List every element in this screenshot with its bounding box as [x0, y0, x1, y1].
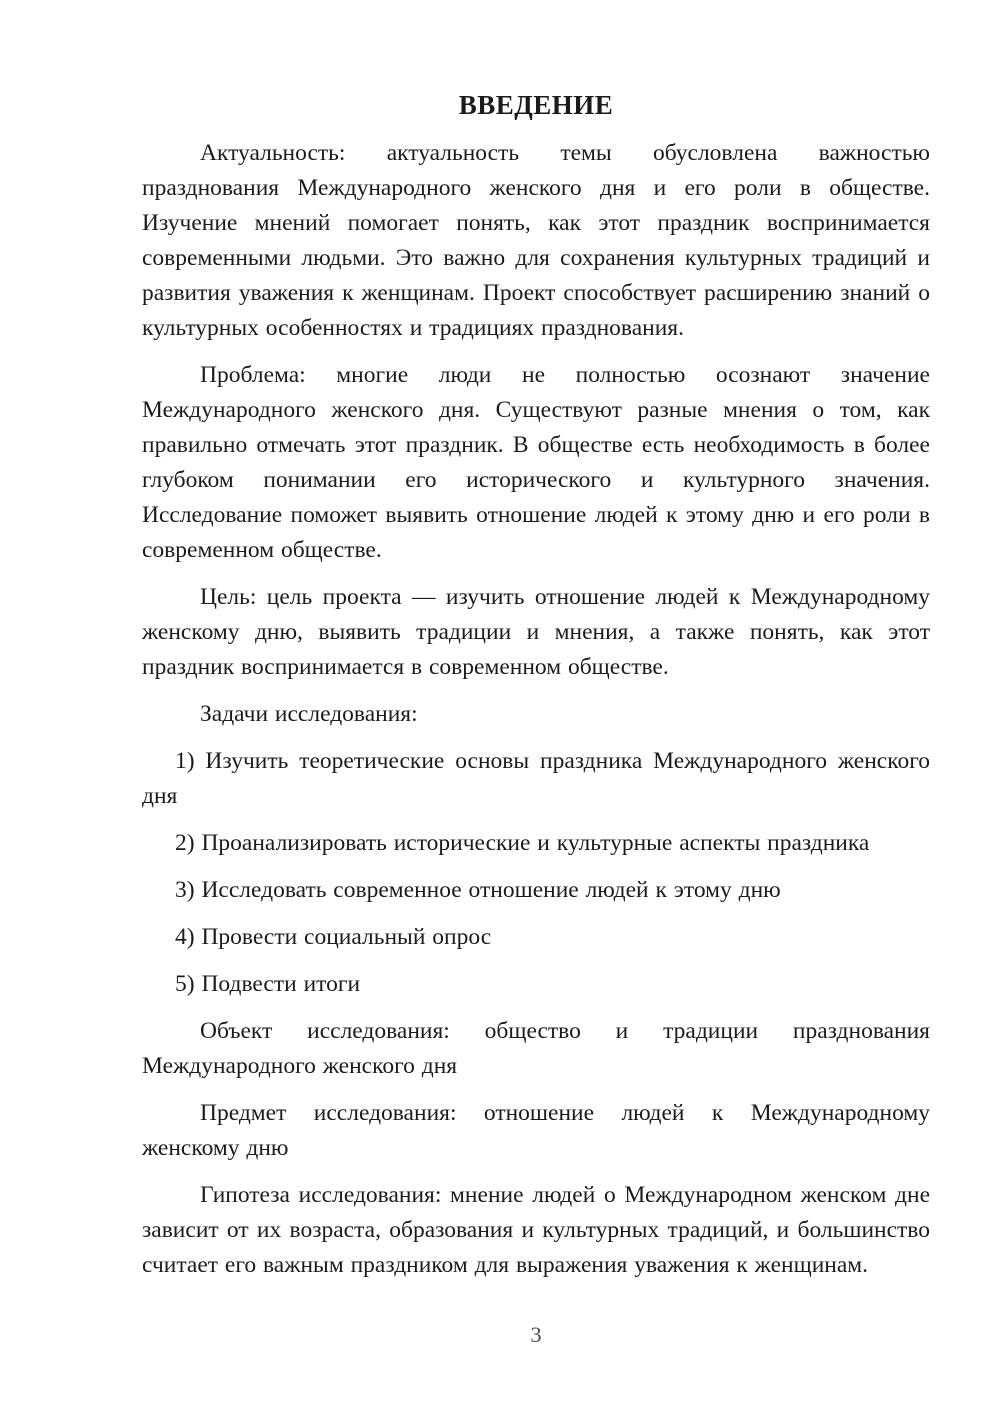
page-number: 3: [530, 1322, 542, 1347]
document-body: [142, 88, 930, 1295]
task-item-1: 1) Изучить теоретические основы праздника Международного женского дня: [142, 748, 930, 809]
section-title: ВВЕДЕНИЕ: [458, 90, 614, 120]
task-item-2: 2) Проанализировать исторические и культурные аспекты праздника: [175, 830, 870, 856]
paragraph-hypothesis: Гипотеза исследования: мнение людей о Международном женском дне зависит от их возраста, образования и культурных традиций, и большинство считает его важным праздником для выражения уважения к женщинам.: [142, 1182, 930, 1278]
paragraph-relevance: Актуальность: актуальность темы обусловлена важностью празднования Международного женского дня и его роли в обществе. Изучение мнений помогает понять, как этот праздник воспринимается современными людьми. Это важно для сохранения культурных традиций и развития уважения к женщинам. Проект способствует расширению знаний о культурных особенностях и традициях празднования.: [142, 140, 930, 341]
paragraph-problem: Проблема: многие люди не полностью осознают значение Международного женского дня. Существуют разные мнения о том, как правильно отмечать этот праздник. В обществе есть необходимость в более глубоком понимании его исторического и культурного значения. Исследование поможет выявить отношение людей к этому дню и его роли в современном обществе.: [142, 362, 930, 563]
paragraph-object: Объект исследования: общество и традиции празднования Международного женского дня: [142, 1018, 930, 1079]
task-item-3: 3) Исследовать современное отношение людей к этому дню: [175, 877, 781, 903]
paragraph-subject: Предмет исследования: отношение людей к Международному женскому дню: [142, 1100, 930, 1161]
paragraph-goal: Цель: цель проекта — изучить отношение людей к Международному женскому дню, выявить традиции и мнения, а также понять, как этот праздник воспринимается в современном обществе.: [142, 584, 930, 680]
tasks-heading: Задачи исследования:: [200, 701, 418, 727]
task-item-4: 4) Провести социальный опрос: [175, 924, 492, 950]
task-item-5: 5) Подвести итоги: [175, 971, 361, 997]
